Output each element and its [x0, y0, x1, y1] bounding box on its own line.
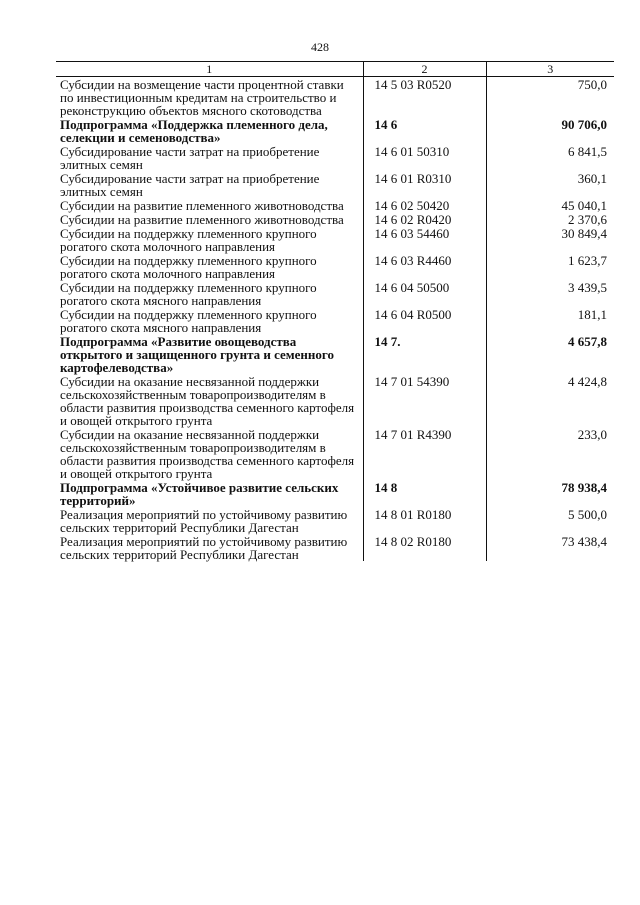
row-name: Субсидии на развитие племенного животноводства — [60, 198, 344, 213]
table-row — [56, 77, 614, 118]
row-amount: 750,0 — [486, 77, 614, 118]
row-amount: 90 706,0 — [486, 117, 614, 144]
row-amount: 30 849,4 — [486, 226, 614, 253]
table-row — [56, 171, 614, 198]
row-amount: 78 938,4 — [486, 480, 614, 507]
row-name: Субсидии на поддержку племенного крупного рогатого скота молочного направления — [60, 253, 317, 281]
table-row — [56, 117, 614, 144]
row-amount: 73 438,4 — [486, 534, 614, 561]
row-amount: 4 657,8 — [486, 334, 614, 374]
row-amount: 1 623,7 — [486, 253, 614, 280]
row-amount: 2 370,6 — [486, 212, 614, 226]
table-row — [56, 212, 614, 226]
header-col-1: 1 — [56, 62, 363, 77]
row-code: 14 6 03 R4460 — [363, 253, 486, 280]
row-code: 14 6 01 R0310 — [363, 171, 486, 198]
table-row — [56, 334, 614, 374]
row-name: Субсидии на развитие племенного животноводства — [60, 212, 344, 227]
row-name: Субсидии на поддержку племенного крупного рогатого скота мясного направления — [60, 307, 317, 335]
row-amount: 4 424,8 — [486, 374, 614, 427]
row-name: Субсидии на оказание несвязанной поддержки сельскохозяйственным товаропроизводителям в области развития производства семенного картофеля и овощей открытого грунта — [60, 374, 355, 428]
table-row — [56, 534, 614, 561]
row-name: Субсидии на возмещение части процентной ставки по инвестиционным кредитам на строительство и реконструкцию объектов мясного скотоводства — [60, 77, 344, 118]
table-row — [56, 480, 614, 507]
row-name: Субсидирование части затрат на приобретение элитных семян — [60, 144, 320, 172]
row-name: Субсидии на оказание несвязанной поддержки сельскохозяйственным товаропроизводителям в области развития производства семенного картофеля и овощей открытого грунта — [60, 427, 355, 481]
table-row — [56, 253, 614, 280]
row-amount: 45 040,1 — [486, 198, 614, 212]
row-amount: 6 841,5 — [486, 144, 614, 171]
table-row — [56, 280, 614, 307]
row-code: 14 6 02 R0420 — [363, 212, 486, 226]
row-name: Подпрограмма «Развитие овощеводства открытого и защищенного грунта и семенного картофелеводства» — [60, 334, 334, 375]
row-name: Реализация мероприятий по устойчивому развитию сельских территорий Республики Дагестан — [60, 534, 348, 562]
page-number: 428 — [311, 40, 329, 54]
budget-table — [56, 61, 614, 561]
row-code: 14 8 — [363, 480, 486, 507]
row-code: 14 7. — [363, 334, 486, 374]
table-body — [56, 77, 614, 562]
table-row — [56, 427, 614, 480]
row-name: Субсидии на поддержку племенного крупного рогатого скота молочного направления — [60, 226, 317, 254]
table-row — [56, 226, 614, 253]
row-code: 14 6 04 R0500 — [363, 307, 486, 334]
row-code: 14 6 04 50500 — [363, 280, 486, 307]
table-row — [56, 374, 614, 427]
row-name: Реализация мероприятий по устойчивому развитию сельских территорий Республики Дагестан — [60, 507, 348, 535]
row-code: 14 8 01 R0180 — [363, 507, 486, 534]
table-row — [56, 507, 614, 534]
header-col-2: 2 — [363, 62, 486, 77]
row-code: 14 8 02 R0180 — [363, 534, 486, 561]
header-col-3: 3 — [486, 62, 614, 77]
row-code: 14 7 01 R4390 — [363, 427, 486, 480]
row-amount: 5 500,0 — [486, 507, 614, 534]
row-code: 14 6 — [363, 117, 486, 144]
table-header — [56, 62, 614, 77]
row-code: 14 6 03 54460 — [363, 226, 486, 253]
row-name: Подпрограмма «Поддержка племенного дела, селекции и семеноводства» — [60, 117, 328, 145]
row-amount: 233,0 — [486, 427, 614, 480]
row-amount: 3 439,5 — [486, 280, 614, 307]
table-row — [56, 144, 614, 171]
row-code: 14 5 03 R0520 — [363, 77, 486, 118]
row-code: 14 6 02 50420 — [363, 198, 486, 212]
table-row — [56, 307, 614, 334]
row-name: Субсидирование части затрат на приобретение элитных семян — [60, 171, 320, 199]
row-code: 14 7 01 54390 — [363, 374, 486, 427]
row-code: 14 6 01 50310 — [363, 144, 486, 171]
row-amount: 360,1 — [486, 171, 614, 198]
row-name: Подпрограмма «Устойчивое развитие сельских территорий» — [60, 480, 339, 508]
row-name: Субсидии на поддержку племенного крупного рогатого скота мясного направления — [60, 280, 317, 308]
table-row — [56, 198, 614, 212]
header-row — [56, 62, 614, 77]
row-amount: 181,1 — [486, 307, 614, 334]
